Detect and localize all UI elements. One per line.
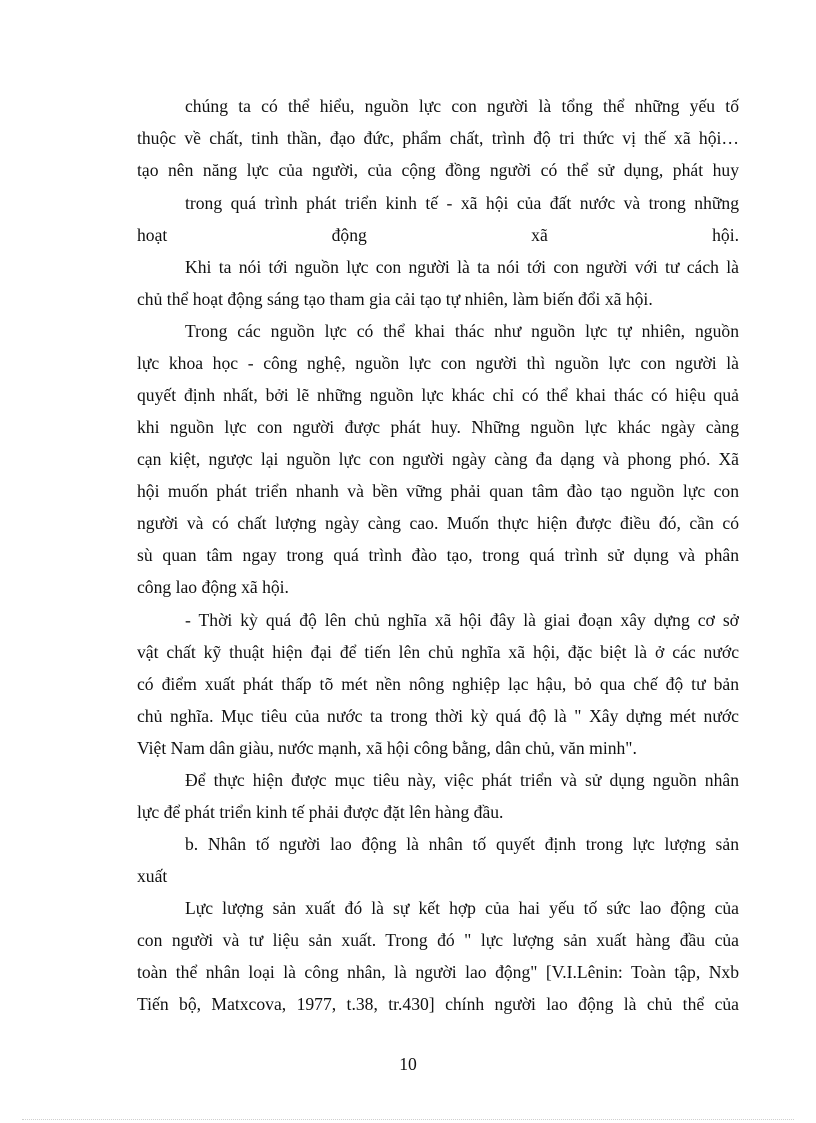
- text-line: Tiến bộ, Matxcova, 1977, t.38, tr.430] chính người lao động là chủ thể của: [137, 994, 739, 1014]
- text-line: chúng ta có thể hiểu, nguồn lực con người là tổng thể những yếu tố: [185, 96, 739, 116]
- section-heading-line: b. Nhân tố người lao động là nhân tố quyết định trong lực lượng sản: [185, 834, 739, 854]
- text-line: công lao động xã hội.: [137, 577, 289, 597]
- text-line: thuộc về chất, tinh thần, đạo đức, phẩm chất, trình độ tri thức vị thế xã hội…: [137, 128, 739, 148]
- text-line: Trong các nguồn lực có thể khai thác như nguồn lực tự nhiên, nguồn: [185, 321, 739, 341]
- page-bottom-divider: [22, 1119, 794, 1120]
- text-line: lực để phát triển kinh tế phải được đặt lên hàng đầu.: [137, 802, 504, 822]
- text-line: cạn kiệt, ngược lại nguồn lực con người ngày càng đa dạng và phong phó. Xã: [137, 449, 739, 469]
- text-line: con người và tư liệu sản xuất. Trong đó " lực lượng sản xuất hàng đầu của: [137, 930, 739, 950]
- text-line: khi nguồn lực con người được phát huy. Những nguồn lực khác ngày càng: [137, 417, 739, 437]
- text-line: - Thời kỳ quá độ lên chủ nghĩa xã hội đây là giai đoạn xây dựng cơ sở: [185, 610, 739, 630]
- text-line: trong quá trình phát triển kinh tế - xã hội của đất nước và trong những: [185, 193, 739, 213]
- page-number: 10: [399, 1054, 417, 1074]
- text-line: Khi ta nói tới nguồn lực con người là ta nói tới con người với tư cách là: [185, 257, 739, 277]
- text-line: hoạt động xã hội.: [137, 225, 739, 245]
- text-line: có điểm xuất phát thấp tõ mét nền nông nghiệp lạc hậu, bỏ qua chế độ tư bản: [137, 674, 739, 694]
- text-line: lực khoa học - công nghệ, nguồn lực con người thì nguồn lực con người là: [137, 353, 739, 373]
- text-line: sù quan tâm ngay trong quá trình đào tạo, trong quá trình sử dụng và phân: [137, 545, 739, 565]
- text-line: toàn thể nhân loại là công nhân, là người lao động" [V.I.Lênin: Toàn tập, Nxb: [137, 962, 739, 982]
- text-line: Lực lượng sản xuất đó là sự kết hợp của hai yếu tố sức lao động của: [185, 898, 739, 918]
- text-line: chủ nghĩa. Mục tiêu của nước ta trong thời kỳ quá độ là " Xây dựng mét nước: [137, 706, 739, 726]
- text-line: chủ thể hoạt động sáng tạo tham gia cải tạo tự nhiên, làm biến đổi xã hội.: [137, 289, 653, 309]
- text-line: Việt Nam dân giàu, nước mạnh, xã hội công bằng, dân chủ, văn minh".: [137, 738, 637, 758]
- text-line: quyết định nhất, bởi lẽ những nguồn lực khác chỉ có thể khai thác có hiệu quả: [137, 385, 739, 405]
- text-line: hội muốn phát triển nhanh và bền vững phải quan tâm đào tạo nguồn lực con: [137, 481, 739, 501]
- text-line: tạo nên năng lực của người, của cộng đồng người có thể sử dụng, phát huy: [137, 160, 739, 180]
- text-line: người và có chất lượng ngày càng cao. Muốn thực hiện được điều đó, cần có: [137, 513, 739, 533]
- text-line: vật chất kỹ thuật hiện đại để tiến lên chủ nghĩa xã hội, đặc biệt là ở các nước: [137, 642, 739, 662]
- section-heading-line: xuất: [137, 866, 168, 886]
- text-line: Để thực hiện được mục tiêu này, việc phát triển và sử dụng nguồn nhân: [185, 770, 739, 790]
